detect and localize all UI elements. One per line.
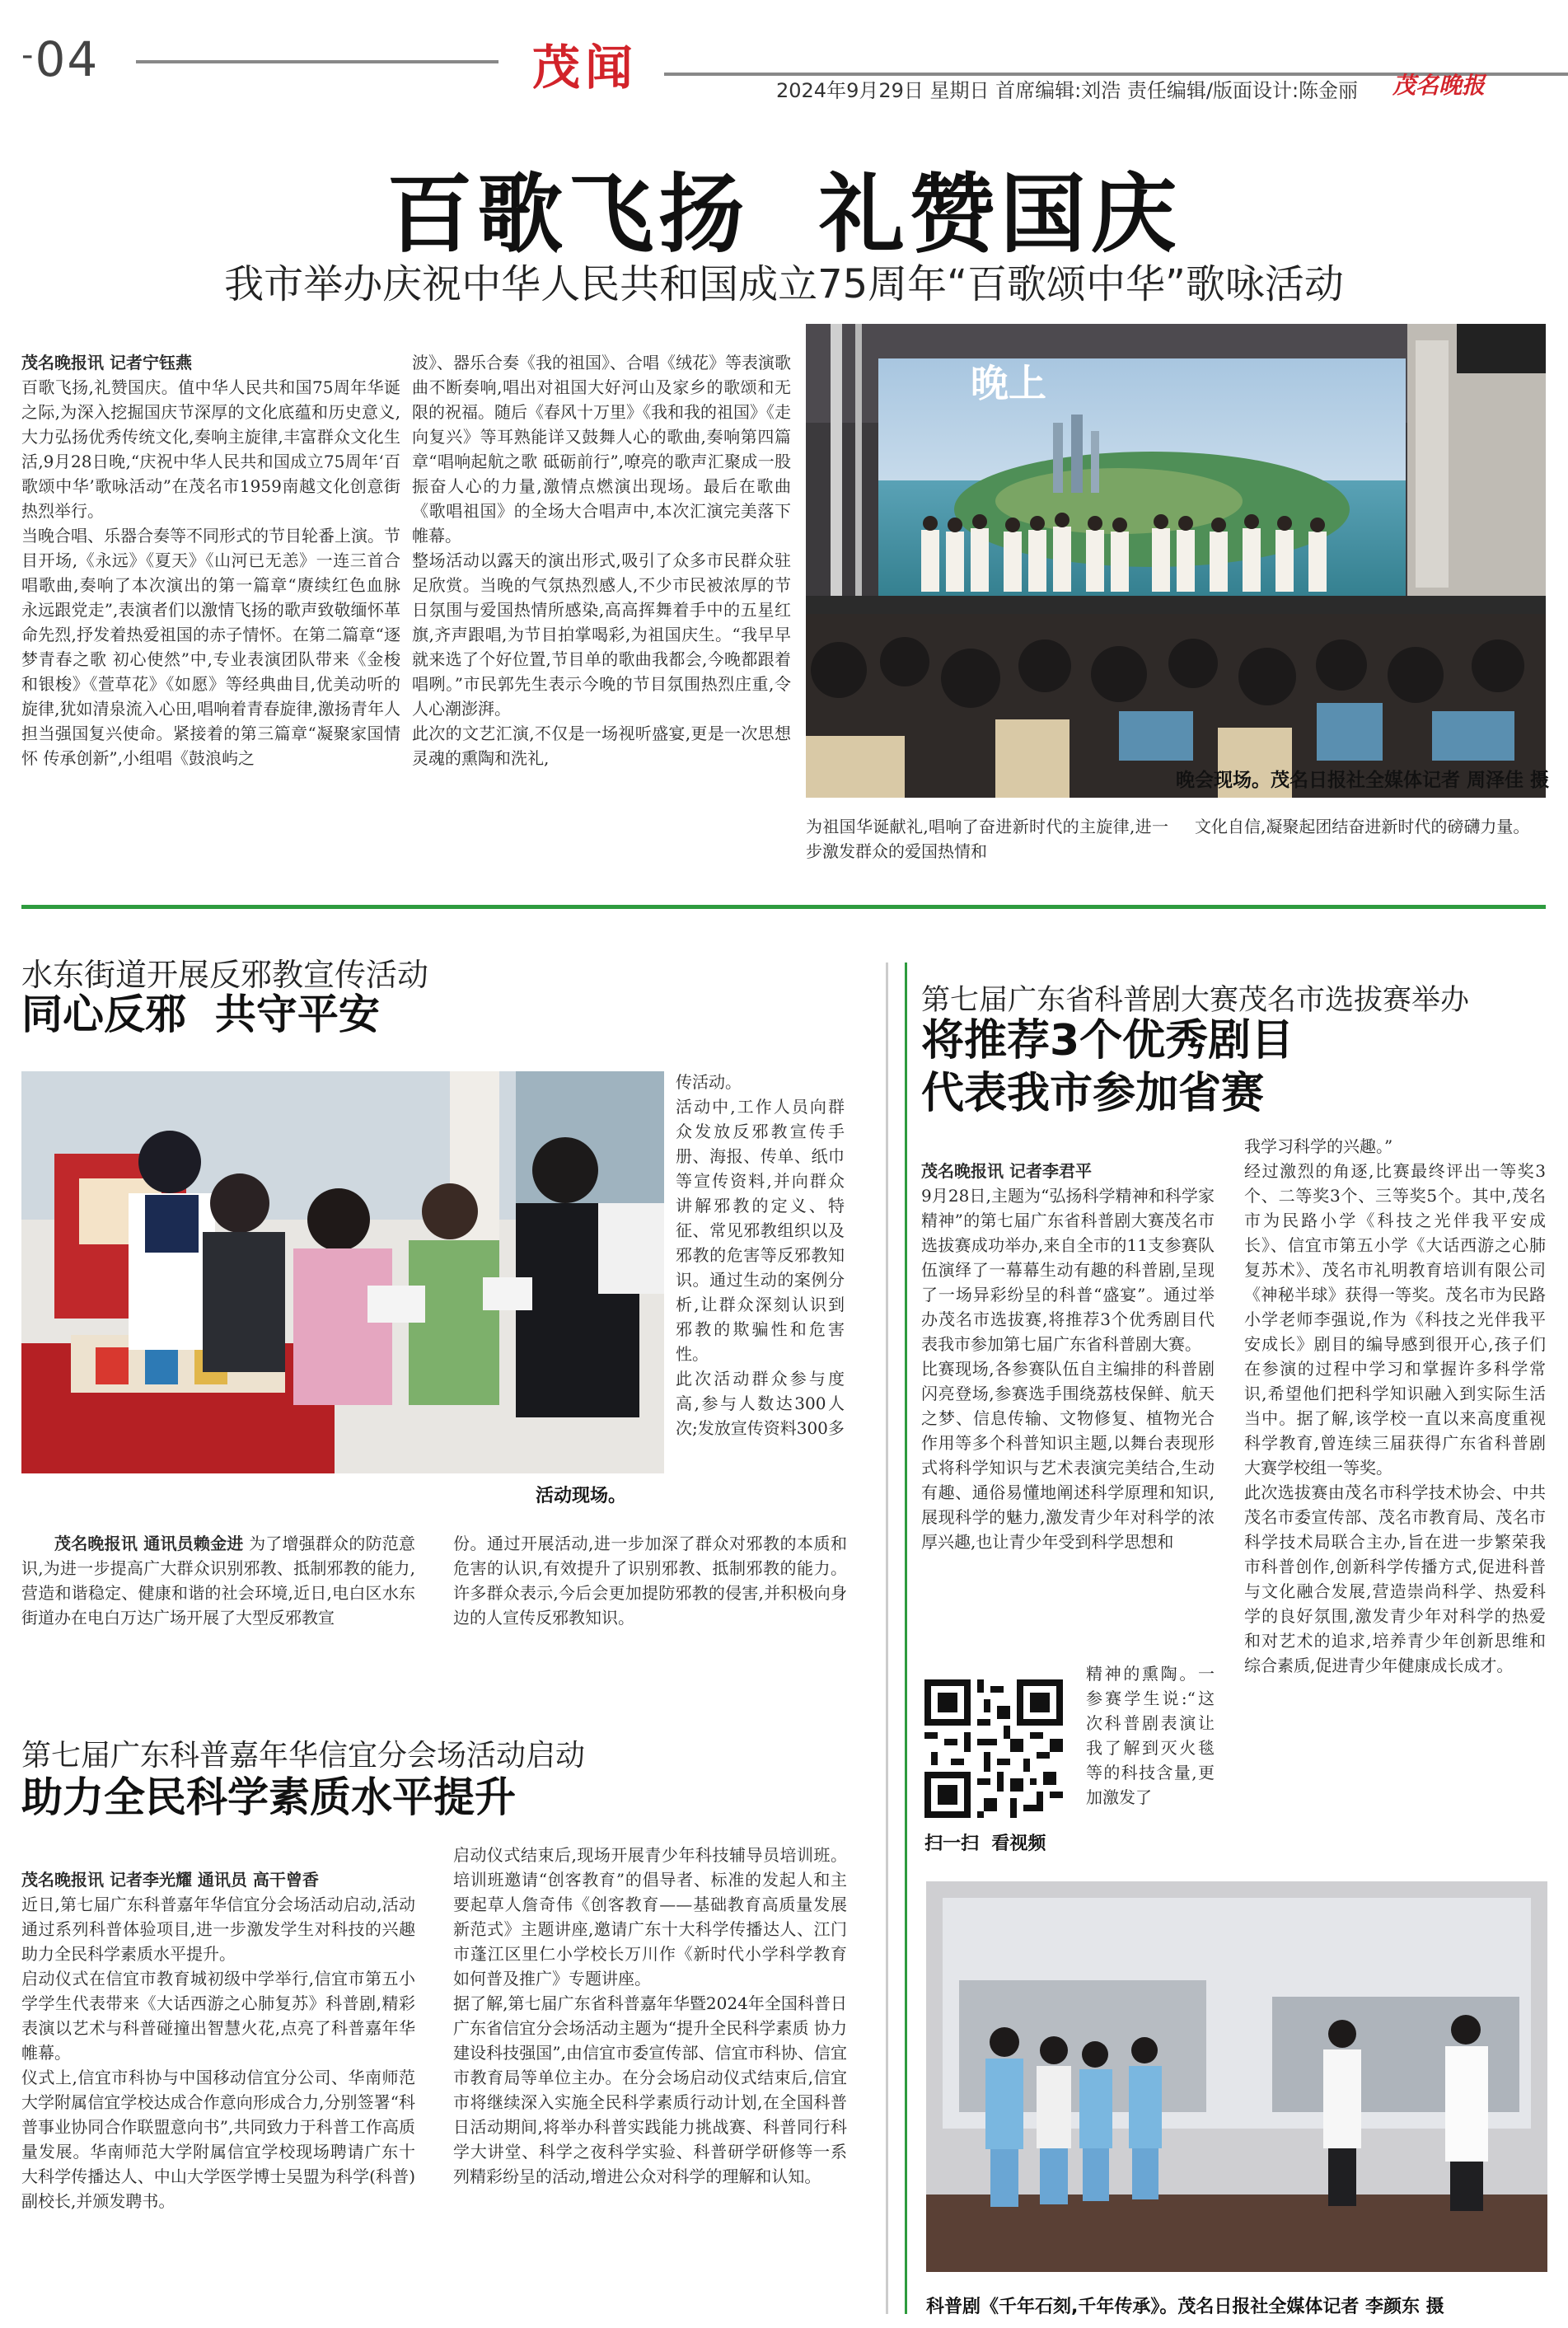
paper-logo: 茂名晚报 [1392,72,1486,99]
drama-headline-line2: 代表我市参加省赛 [921,1069,1265,1118]
drama-col-2: 我学习科学的兴趣。” 经过激烈的角逐,比赛最终评出一等奖3个、二等奖3个、三等奖5个。其中,茂名市为民路小学《科技之光伴我平安成长》、信宜市第五小学《大话西游之心肺复苏术》、茂名市礼明教育培训有限公司《神秘半球》获得一等奖。茂名市为民路小学老师李强说,作为《科技之光伴我平安成长》剧目的编导感到很开心,孩子们在参演的过程中学习和掌握许多科学常识,希望他们把科学知识融入到实际生活当中。据了解,该学校一直以来高度重视科学教育,曾连续三届获得广东省科普剧大赛学校组一等奖。 此次选拔赛由茂名市科学技术协会、中共茂名市委宣传部、茂名市教育局、茂名市科学技术局联合主办,旨在进一步繁荣我市科普创作,创新科学传播方式,促进科普与文化融合发展,营造崇尚科学、热爱科学的良好氛围,激发青少年对科学的热爱和对艺术的追求,培养青少年创新思维和综合素质,促进青少年健康成长成才。 [1244,1136,1546,1675]
drama-photo-caption: 科普剧《千年石刻,千年传承》。茂名日报社全媒体记者 李颜东 摄 [926,2297,1444,2317]
anticult-headline: 同心反邪 共守平安 [21,991,380,1038]
drama-col-1-tail: 精神的熏陶。一参赛学生说:“这次科普剧表演让我了解到灭火毯等的科技含量,更加激发了 [1086,1664,1215,1807]
lead-photo-caption: 晚会现场。茂名日报社全媒体记者 周泽佳 摄 [1175,770,1549,791]
concert-scene-image [806,324,1546,798]
carnival-col-1: 茂名晚报讯 记者李光耀 通讯员 高干曾香 近日,第七届广东科普嘉年华信宜分会场活动启动,活动通过系列科普体验项目,进一步激发学生对科技的兴趣助力全民科学素质水平提升。 启动仪式在信宜市教育城初级中学举行,信宜市第五小学学生代表带来《大话西游之心肺复苏》科普剧,精彩表演以艺术与科普碰撞出智慧火花,点亮了科普嘉年华帷幕。 仪式上,信宜市科协与中国移动信宜分公司、华南师范大学附属信宜学校达成合作意向形成合力,分别签署“科普事业协同合作联盟意向书”,共同致力于科普工作高质量发展。华南师范大学附属信宜学校现场聘请广东十大科学传播达人、中山大学医学博士吴盟为科学(科普)副校长,并颁发聘书。 [21,1870,415,2211]
anticult-event-image [21,1071,664,1473]
screen-text: 晚上 [971,361,1046,405]
green-accent-bar [905,963,907,2314]
carnival-headline: 助力全民科学素质水平提升 [21,1773,516,1821]
carnival-byline: 茂名晚报讯 记者李光耀 通讯员 高干曾香 [21,1870,319,1890]
anticult-right-text: 份。通过开展活动,进一步加深了群众对邪教的本质和危害的认识,有效提升了识别邪教、抵制邪教的能力。许多群众表示,今后会更加提防邪教的侵害,并积极向身边的人宣传反邪教知识。 [453,1534,847,1628]
lead-col-1: 茂名晚报讯 记者宁钰燕 百歌飞扬,礼赞国庆。值中华人民共和国75周年华诞之际,为深入挖掘国庆节深厚的文化底蕴和历史意义,大力弘扬优秀传统文化,奏响主旋律,丰富群众文化生活,9月28日晚,“庆祝中华人民共和国成立75周年‘百歌颂中华’歌咏活动”在茂名市1959南越文化创意街热烈举行。 当晚合唱、乐器合奏等不同形式的节目轮番上演。节目开场,《永远》《夏天》《山河已无恙》一连三首合唱歌曲,奏响了本次演出的第一篇章“赓续红色血脉 永远跟党走”,表演者们以激情飞扬的歌声致敬缅怀革命先烈,抒发着热爱祖国的赤子情怀。在第二篇章“逐梦青春之歌 初心使然”中,专业表演团队带来《金梭和银梭》《萱草花》《如愿》等经典曲目,优美动听的旋律,犹如清泉流入心田,唱响着青春旋律,激扬青年人担当强国复兴使命。紧接着的第三篇章“凝聚家国情怀 传承创新”,小组唱《鼓浪屿之 [21,353,400,768]
lead-byline: 茂名晚报讯 记者宁钰燕 [21,353,192,372]
drama-kicker: 第七届广东省科普剧大赛茂名市选拔赛举办 [921,984,1470,1017]
qr-code-icon [924,1679,1063,1818]
column-divider [886,963,888,2314]
carnival-kicker: 第七届广东科普嘉年华信宜分会场活动启动 [21,1739,586,1773]
drama-photo [926,1881,1547,2272]
anticult-photo-caption: 活动现场。 [536,1486,627,1506]
lead-headline: 百歌飞扬 礼赞国庆 [386,164,1182,265]
anticult-side-text: 传活动。 活动中,工作人员向群众发放反邪教宣传手册、海报、传单、纸巾等宣传资料,并向群众讲解邪教的定义、特征、常见邪教组织以及邪教的危害等反邪教知识。通过生动的案例分析,让群众深刻认识到邪教的欺骗性和危害性。 此次活动群众参与度高,参与人数达300人次;发放宣传资料300多 [676,1072,845,1438]
section-divider [21,905,1546,909]
anticult-left-text: 茂名晚报讯 通讯员赖金进 为了增强群众的防范意识,为进一步提高广大群众识别邪教、抵制邪教的能力,营造和谐稳定、健康和谐的社会环境,近日,电白区水东街道办在电白万达广场开展了大型反邪教宣 [21,1534,415,1628]
section-label: 茂闻 [531,40,638,96]
lead-photo [806,324,1546,798]
masthead-info-line: 2024年9月29日 星期日 首席编辑:刘浩 责任编辑/版面设计:陈金丽 [776,79,1359,102]
anticult-photo [21,1071,664,1473]
lead-col-4: 文化自信,凝聚起团结奋进新时代的磅礴力量。 [1195,817,1530,836]
drama-col-1: 茂名晚报讯 记者李君平 9月28日,主题为“弘扬科学精神和科学家精神”的第七届广东省科普剧大赛茂名市选拔赛成功举办,来自全市的11支参赛队伍演绎了一幕幕生动有趣的科普剧,呈现了一场异彩纷呈的科普“盛宴”。通过举办茂名市选拔赛,将推荐3个优秀剧目代表我市参加第七届广东省科普剧大赛。 比赛现场,各参赛队伍自主编排的科普剧闪亮登场,参赛选手围绕荔枝保鲜、航天之梦、信息传输、文物修复、植物光合作用等多个科普知识主题,以舞台表现形式将科学知识与艺术表演完美结合,生动有趣、通俗易懂地阐述科学原理和知识,展现科学的魅力,激发青少年对科学的浓厚兴趣,也让青少年受到科学思想和 [921,1161,1215,1552]
page-number: -04 [21,31,100,87]
masthead-rule-left [136,60,498,63]
carnival-col-2: 启动仪式结束后,现场开展青少年科技辅导员培训班。培训班邀请“创客教育”的倡导者、标准的发起人和主要起草人詹奇伟《创客教育——基础教育高质量发展新范式》主题讲座,邀请广东十大科学传播达人、江门市蓬江区里仁小学校长万川作《新时代小学科学教育如何普及推广》专题讲座。 据了解,第七届广东省科普嘉年华暨2024年全国科普日广东省信宜分会场活动主题为“提升全民科学素质 协力建设科技强国”,由信宜市委宣传部、信宜市科协、信宜市教育局等单位主办。在分会场启动仪式结束后,信宜市将继续深入实施全民科学素质行动计划,在全国科普日活动期间,将举办科普实践能力挑战赛、科普同行科学大讲堂、科学之夜科学实验、科普研学研修等一系列精彩纷呈的活动,增进公众对科学的理解和认知。 [453,1845,847,2186]
lead-subheadline: 我市举办庆祝中华人民共和国成立75周年“百歌颂中华”歌咏活动 [224,261,1344,307]
drama-stage-image [926,1881,1547,2272]
qr-caption: 扫一扫 看视频 [924,1834,1046,1854]
qr-code[interactable] [924,1679,1063,1818]
lead-col-3: 为祖国华诞献礼,唱响了奋进新时代的主旋律,进一步激发群众的爱国热情和 [806,817,1168,861]
anticult-byline: 茂名晚报讯 通讯员赖金进 [54,1534,244,1553]
anticult-kicker: 水东街道开展反邪教宣传活动 [21,957,429,993]
drama-headline-line1: 将推荐3个优秀剧目 [921,1016,1294,1066]
lead-col-2: 波》、器乐合奏《我的祖国》、合唱《绒花》等表演歌曲不断奏响,唱出对祖国大好河山及家乡的歌颂和无限的祝福。随后《春风十万里》《我和我的祖国》《走向复兴》等耳熟能详又鼓舞人心的歌曲,奏响第四篇章“唱响起航之歌 砥砺前行”,嘹亮的歌声汇聚成一股振奋人心的力量,激情点燃演出现场。最后在歌曲《歌唱祖国》的全场大合唱声中,本次汇演完美落下帷幕。 整场活动以露天的演出形式,吸引了众多市民群众驻足欣赏。当晚的气氛热烈感人,不少市民被浓厚的节日氛围与爱国热情所感染,高高挥舞着手中的五星红旗,齐声跟唱,为节目拍掌喝彩,为祖国庆生。“我早早就来选了个好位置,节目单的歌曲我都会,今晚都跟着唱咧。”市民郭先生表示今晚的节目氛围热烈庄重,令人心潮澎湃。 此次的文艺汇演,不仅是一场视听盛宴,更是一次思想灵魂的熏陶和洗礼, [412,353,791,768]
drama-byline: 茂名晚报讯 记者李君平 [921,1161,1092,1181]
